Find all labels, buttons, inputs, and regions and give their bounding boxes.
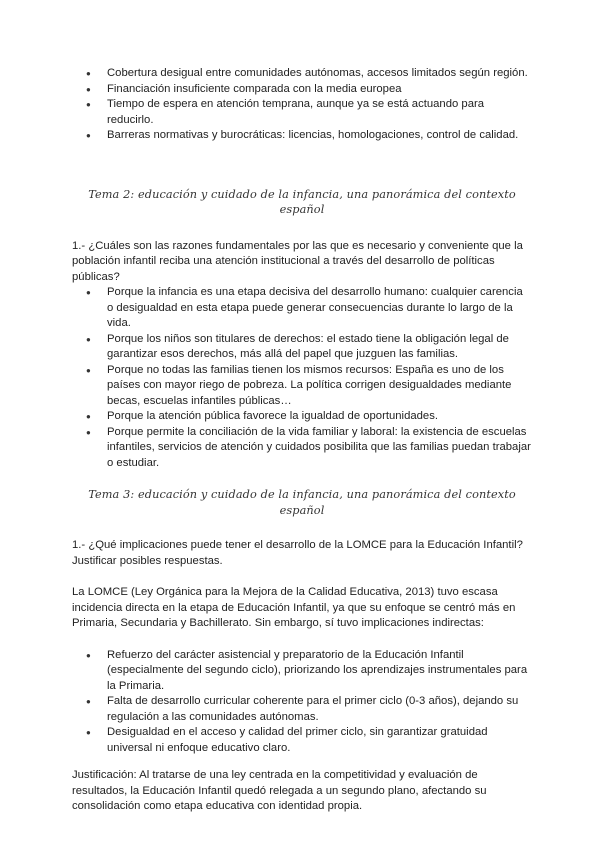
section-heading-tema-3: Tema 3: educación y cuidado de la infancia, una panorámica del contexto español [88,488,516,517]
section3-bullet-list [72,648,532,757]
list-item: ● Barreras normativas y burocráticas: licencias, homologaciones, control de calidad. [72,128,532,144]
list-item: ● Porque la infancia es una etapa decisiva del desarrollo humano: cualquier carencia o desigualdad en esta etapa puede generar consecuencias durante lo largo de la vida. [72,285,532,332]
list-item: ● Porque los niños son titulares de derechos: el estado tiene la obligación legal de garantizar esos derechos, más allá del papel que juzguen las familias. [72,332,532,363]
list-item: ● Cobertura desigual entre comunidades autónomas, accesos limitados según región. [72,66,532,82]
list-item: ● Porque la atención pública favorece la igualdad de oportunidades. [72,409,532,425]
justification-paragraph: Justificación: Al tratarse de una ley centrada en la competitividad y evaluación de resultados, la Educación Infantil quedó relegada a un segundo plano, afectando su consolidación como etapa educativa con identidad propia. [72,769,487,812]
section2-bullet-list [72,285,532,471]
list-item: ● Tiempo de espera en atención temprana, aunque ya se está actuando para reducirlo. [72,97,532,128]
question-text: 1.- ¿Qué implicaciones puede tener el desarrollo de la LOMCE para la Educación Infantil? Justificar posibles respuestas. [72,539,523,567]
section1-bullet-list [72,66,532,144]
list-item: ● Desigualdad en el acceso y calidad del primer ciclo, sin garantizar gratuidad universal ni enfoque educativo claro. [72,725,532,756]
list-item: ● Falta de desarrollo curricular coherente para el primer ciclo (0-3 años), dejando su regulación a las comunidades autónomas. [72,694,532,725]
list-item: ● Porque no todas las familias tienen los mismos recursos: España es uno de los países con mayor riego de pobreza. La política corrigen desigualdades mediante becas, escuelas infantiles públicas… [72,363,532,410]
list-item: ● Financiación insuficiente comparada con la media europea [72,82,532,98]
document-page [72,66,532,815]
list-item: ● Refuerzo del carácter asistencial y preparatorio de la Educación Infantil (especialmente del segundo ciclo), priorizando los aprendizajes instrumentales para la Primaria. [72,648,532,695]
answer-intro-paragraph: La LOMCE (Ley Orgánica para la Mejora de la Calidad Educativa, 2013) tuvo escasa incidencia directa en la etapa de Educación Infantil, ya que su enfoque se centró más en Primaria, Secundaria y Bachillerato. Sin embargo, sí tuvo implicaciones indirectas: [72,586,516,629]
question-text: 1.- ¿Cuáles son las razones fundamentales por las que es necesario y conveniente que la población infantil reciba una atención institucional a través del desarrollo de políticas públicas? [72,239,523,283]
section-heading-tema-2: Tema 2: educación y cuidado de la infancia, una panorámica del contexto español [88,187,516,216]
list-item: ● Porque permite la conciliación de la vida familiar y laboral: la existencia de escuelas infantiles, servicios de atención y cuidados posibilita que las familias puedan trabajar o estudiar. [72,425,532,472]
